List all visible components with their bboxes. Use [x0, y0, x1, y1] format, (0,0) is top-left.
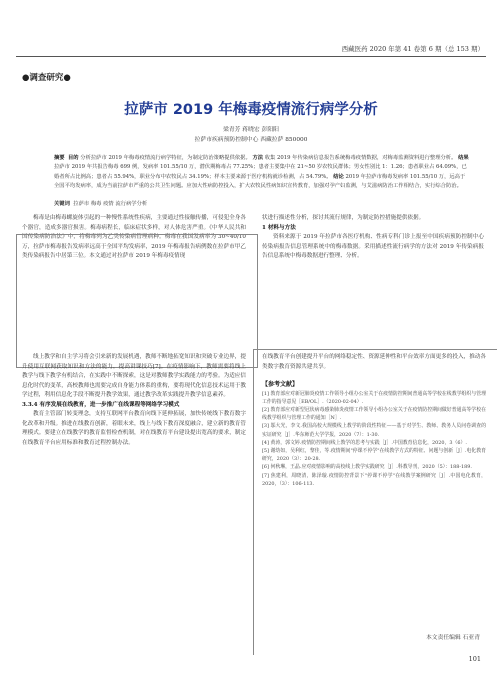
abstract-methods-label: 方法 — [252, 155, 264, 161]
abstract-results-label: 结果 — [458, 155, 469, 161]
overlay-frame-left — [16, 234, 258, 368]
body-left-column — [22, 353, 246, 448]
reference-item: [3] 邬大光，李文.我国高校大规模线上教学的阶段性特征——基于对学生、教师、教务人员问卷调查的实证研究［J］.华东师范大学学报，2020（7）：1-30. — [262, 423, 486, 438]
intro-paragraph-right: 状进行描述性分析，探讨其流行规律，为制定防控措施提供依据。 — [262, 215, 425, 221]
overlay-paragraph-right: 在线教育平台创建提升平台的网络稳定性、资源延伸性和平台效率方面更多的投入，推动各类数字教育资源共建共享。 — [262, 354, 486, 370]
abstract-results: 拉萨市 2019 年共报告梅毒 699 例，发病率 101.55/10 万，潜伏期梅毒占 77.25%；患者主要集中在 21~50 岁农牧民群体；男女性别比 1：1.26；患者职业占 64.09%，已婚者所占比例高；患者占 55.94%，职业分布中农牧民占 34.19%；样本主要来源于医疗机构就诊检测，占 54.79%。 — [54, 164, 467, 180]
abstract — [54, 154, 470, 192]
intro-right-column — [262, 214, 484, 262]
abstract-conclusion: 2019 年拉萨市梅毒发病率 101.55/10 万，远高于全国平均发病率，成为当前拉萨市严重的公共卫生问题。应加大性病防控投入，扩大农牧民性病知识宣传教育，加强对孕产妇监测，与艾滋病防治工作相结合，实行综合防治。 — [54, 173, 466, 190]
header-rule — [16, 56, 486, 57]
reference-item: [1] 教育部应对新冠肺炎疫情工作领导小组办公室关于在疫情防控期间普通高等学校在线教学组织与管理工作的指导意见［EB/OL］.（2020-02-04）. — [262, 390, 486, 405]
abstract-objective-label: 目的 — [67, 155, 79, 161]
abstract-objective: 分析拉萨市 2019 年梅毒疫情流行病学特征，为制定防治策略提供依据。 — [80, 155, 251, 161]
materials-paragraph: 资料来源于 2019 年拉萨市各医疗机构、性病专科门诊上报至中国疾病预防控制中心传染病报告信息管理系统中的梅毒数据。采用描述性流行病学的方法对 2019 年传染病报告信息系统中梅毒数据进行整理、分析。 — [262, 234, 484, 259]
materials-heading: 1 材料与方法 — [262, 224, 296, 231]
keywords-text: 拉萨市 梅毒 疫情 流行病学分析 — [73, 201, 148, 207]
keywords — [54, 199, 470, 207]
page-number: 101 — [468, 655, 481, 663]
overlay-paragraph-left: 线上教学和自主学习将会引来新的发展机遇，教师不断地拓宽知识和突破专业边界，提升使用互联网获取知识和方法的能力，提高讲课技巧[7]。在疫情影响下，教师需要将线上教学与线下教学有机结合，在实践中不断探索，这是对教师教学实践能力的考验。为适应信息化时代的变革，高校教师也需要完成自身能力体系的重构，要将现代化信息技术运用于教学过程，利用信息化手段不断提升教学效果，通过教学改革实践提升教学信息素养。 — [22, 354, 246, 398]
article-title: 拉萨市 2019 年梅毒疫情流行病学分析 — [124, 102, 378, 118]
journal-header: 西藏医药 2020 年第 41 卷第 6 期（总 153 期） — [341, 45, 484, 53]
author-line: 梁青芳 蒋晓宏 彭阳阳 — [223, 127, 279, 133]
editor-credit: 本文责任编辑 石亚青 — [425, 635, 480, 641]
section-label: ●调查研究● — [22, 73, 71, 83]
subsection-heading: 3.3.4 有序发展在线教育，进一步推广在线课程等网络学习模式 — [22, 401, 180, 408]
keywords-label: 关键词 — [54, 201, 70, 207]
abstract-conclusion-label: 结论 — [333, 173, 344, 180]
reference-item: [2] 教育部应对新型冠状病毒感染肺炎疫情工作领导小组办公室关于在疫情防控期间做好普通高等学校在线教学组织与管理工作的通知［N］. — [262, 406, 486, 422]
body-right-column — [262, 353, 486, 488]
references-heading: 【参考文献】 — [262, 381, 299, 388]
abstract-methods: 收集 2019 年传染病信息报告系统梅毒疫情数据，对梅毒监测资料进行整理分析。 — [264, 155, 457, 161]
affiliation-line: 拉萨市疾病预防控制中心 西藏拉萨 850000 — [194, 137, 308, 143]
abstract-label: 摘要 — [54, 155, 65, 161]
reference-item: [5] 谢幼如，吴利红，黎佳，等.疫情期间"停课不停学"在线教学方式的特征、问题与创新［J］.电化教育研究，2020（3）：20-28. — [262, 447, 486, 463]
intro-paragraph-left: 梅毒是由梅毒螺旋体引起的一种慢性系统性疾病，主要通过性接触传播，可侵犯全身各个器官，造成多器官损害。梅毒病程长，临床症状多样，对人体危害严重。《中华人民共和国传染病防治法》中，将梅毒列为乙类传染病管理病种。梅毒在我国发病率为 30~40/10 万，拉萨市梅毒报告发病率远高于全国平均发病率，2019 年梅毒报告病例数在拉萨市甲乙类传染病报告中居第三位。本文通过对拉萨市 2019 年梅毒疫情现 — [22, 215, 246, 259]
reference-item: [4] 黄涛，郭文婷.疫情防控期间线上教学的思考与实践［J］.中国教育信息化，2020，3（6）. — [262, 439, 467, 446]
reference-item: [7] 焦建利，周晓清，陈泽璇.疫情防控背景下"停课不停学"在线教学案例研究［J］.中国电化教育，2020，（3）：106-113. — [262, 472, 486, 487]
reference-item: [6] 何秋琳，王晶.应对疫情影响的高校线上教学实践研究［J］.科教导刊，2020（5）：188-189. — [262, 464, 472, 471]
subsection-paragraph: 教育主管部门转变理念，支持互联网平台教育向线下延伸拓展，加快传统线下教育数字化改革和升级。推进在线教育创新，着眼未来，线上与线下教育深度融合，建立新的教育管理模式。要建立在线教学的教育监督检查机制，对在线教育平台建设提出宽高的要求，制定在线教育平台应用标准和教育过程控制办法。 — [22, 411, 246, 446]
